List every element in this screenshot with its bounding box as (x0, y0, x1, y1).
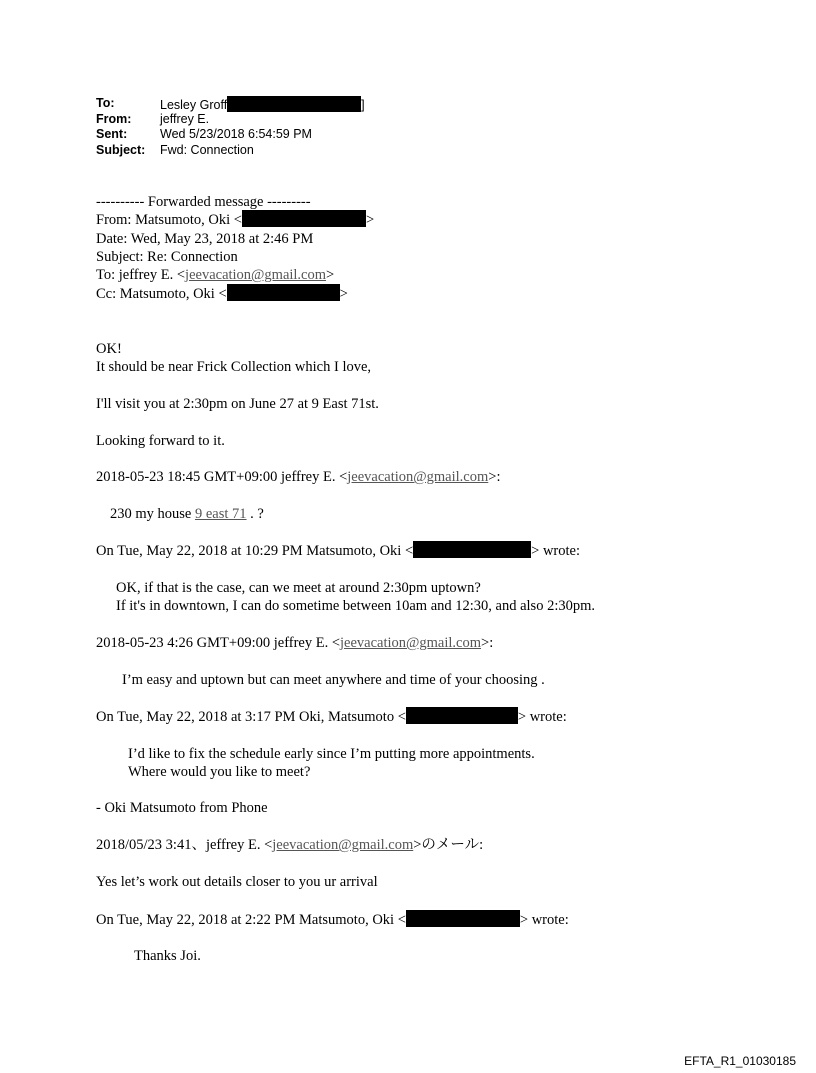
body-visit: I'll visit you at 2:30pm on June 27 at 9 East 71st. (96, 396, 379, 412)
body-yes: Yes let’s work out details closer to you ur arrival (96, 874, 378, 890)
sent-label: Sent: (96, 127, 128, 141)
redaction (413, 541, 531, 558)
redaction (242, 210, 366, 227)
body-where: Where would you like to meet? (128, 764, 311, 780)
body-thanks: Thanks Joi. (134, 948, 201, 964)
sent-value: Wed 5/23/2018 6:54:59 PM (160, 127, 312, 141)
redaction (227, 284, 340, 301)
body-house: 230 my house 9 east 71 . ? (110, 506, 264, 522)
forward-cc: Cc: Matsumoto, Oki < > (96, 286, 348, 302)
from-value: jeffrey E. (160, 112, 210, 126)
subject-label: Subject: (96, 143, 146, 157)
from-label: From: (96, 112, 132, 126)
quote-header-3: 2018-05-23 4:26 GMT+09:00 jeffrey E. <jeevacation@gmail.com>: (96, 635, 494, 651)
body-ok-case: OK, if that is the case, can we meet at around 2:30pm uptown? (116, 580, 481, 596)
quote-header-6: On Tue, May 22, 2018 at 2:22 PM Matsumoto, Oki < > wrote: (96, 912, 569, 928)
redaction (227, 96, 361, 112)
email-link[interactable]: jeevacation@gmail.com (340, 635, 482, 651)
quote-header-2: On Tue, May 22, 2018 at 10:29 PM Matsumoto, Oki < > wrote: (96, 543, 580, 559)
email-link[interactable]: jeevacation@gmail.com (347, 469, 489, 485)
forward-to: To: jeffrey E. <jeevacation@gmail.com> (96, 267, 335, 283)
body-downtown: If it's in downtown, I can do sometime between 10am and 12:30, and also 2:30pm. (116, 598, 596, 614)
redaction (406, 707, 518, 724)
quote-header-4: On Tue, May 22, 2018 at 3:17 PM Oki, Matsumoto < > wrote: (96, 709, 567, 725)
email-link[interactable]: jeevacation@gmail.com (272, 837, 414, 853)
body-signature: - Oki Matsumoto from Phone (96, 800, 268, 816)
address-link[interactable]: 9 east 71 (194, 506, 247, 522)
forward-divider: ---------- Forwarded message --------- (96, 194, 311, 210)
body-ok: OK! (96, 341, 122, 357)
to-label: To: (96, 96, 115, 110)
forward-subject: Subject: Re: Connection (96, 249, 238, 265)
quote-header-1: 2018-05-23 18:45 GMT+09:00 jeffrey E. <jeevacation@gmail.com>: (96, 469, 501, 485)
quote-header-5: 2018/05/23 3:41、jeffrey E. <jeevacation@gmail.com>のメール: (96, 837, 484, 853)
forward-date: Date: Wed, May 23, 2018 at 2:46 PM (96, 231, 314, 247)
document-id: EFTA_R1_01030185 (684, 1054, 796, 1068)
body-looking: Looking forward to it. (96, 433, 225, 449)
body-easy: I’m easy and uptown but can meet anywhere and time of your choosing . (122, 672, 545, 688)
body-frick: It should be near Frick Collection which I love, (96, 359, 372, 375)
redaction (406, 910, 520, 927)
email-link[interactable]: jeevacation@gmail.com (185, 267, 327, 283)
body-fix: I’d like to fix the schedule early since I’m putting more appointments. (128, 746, 535, 762)
forward-from: From: Matsumoto, Oki < > (96, 212, 375, 228)
subject-value: Fwd: Connection (160, 143, 254, 157)
to-value: Lesley Groff ] (160, 98, 365, 112)
